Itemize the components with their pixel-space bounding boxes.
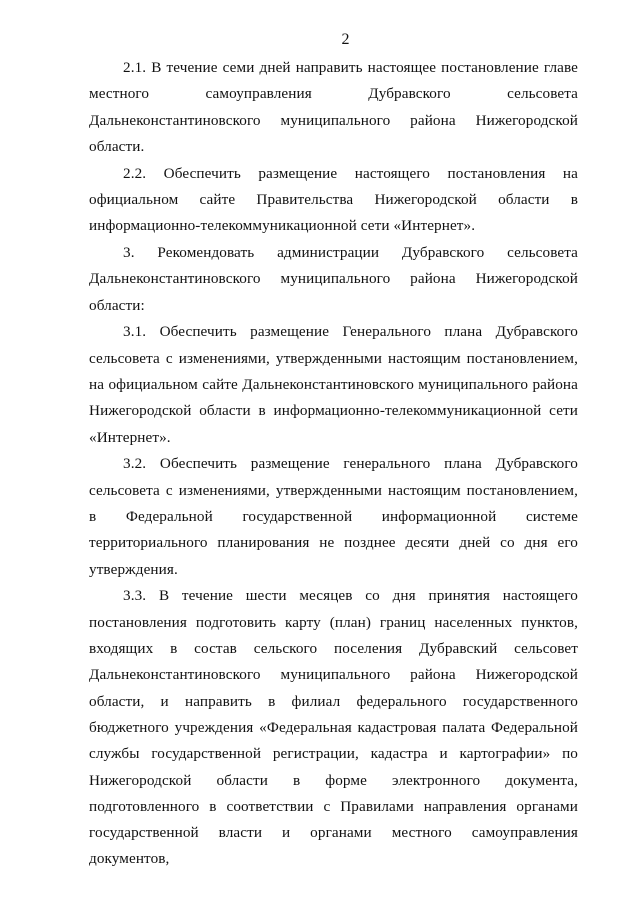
paragraph-3: 3. Рекомендовать администрации Дубравского сельсовета Дальнеконстантиновского муниципального района Нижегородской области: [89,244,578,314]
paragraph-3-3: 3.3. В течение шести месяцев со дня принятия настоящего постановления подготовить карту (план) границ населенных пунктов, входящих в состав сельского поселения Дубравский сельсовет Дальнеконстантиновского муниципального района Нижегородской области, и направить в филиал федерального государственного бюджетного учреждения «Федеральная кадастровая палата Федеральной службы государственной регистрации, кадастра и картографии» по Нижегородской области в форме электронного документа, подготовленного в соответствии с Правилами направления органами государственной власти и органами местного самоуправления документов, [89,587,578,868]
paragraph-3-1: 3.1. Обеспечить размещение Генерального плана Дубравского сельсовета с изменениями, утвержденными настоящим постановлением, на официальном сайте Дальнеконстантиновского муниципального района Нижегородской области в информационно-телекоммуникационной сети «Интернет». [89,323,578,446]
paragraph-2-2: 2.2. Обеспечить размещение настоящего постановления на официальном сайте Правительства Нижегородской области в информационно-телекоммуникационной сети «Интернет». [89,164,578,235]
paragraph-2-1: 2.1. В течение семи дней направить настоящее постановление главе местного самоуправления Дубравского сельсовета Дальнеконстантиновского муниципального района Нижегородской области. [89,59,578,155]
paragraph-3-2: 3.2. Обеспечить размещение генерального плана Дубравского сельсовета с изменениями, утвержденными настоящим постановлением, в Федеральной государственной информационной системе территориального планирования не позднее десяти дней со дня его утверждения. [89,455,578,578]
page-number: 2 [341,31,350,48]
